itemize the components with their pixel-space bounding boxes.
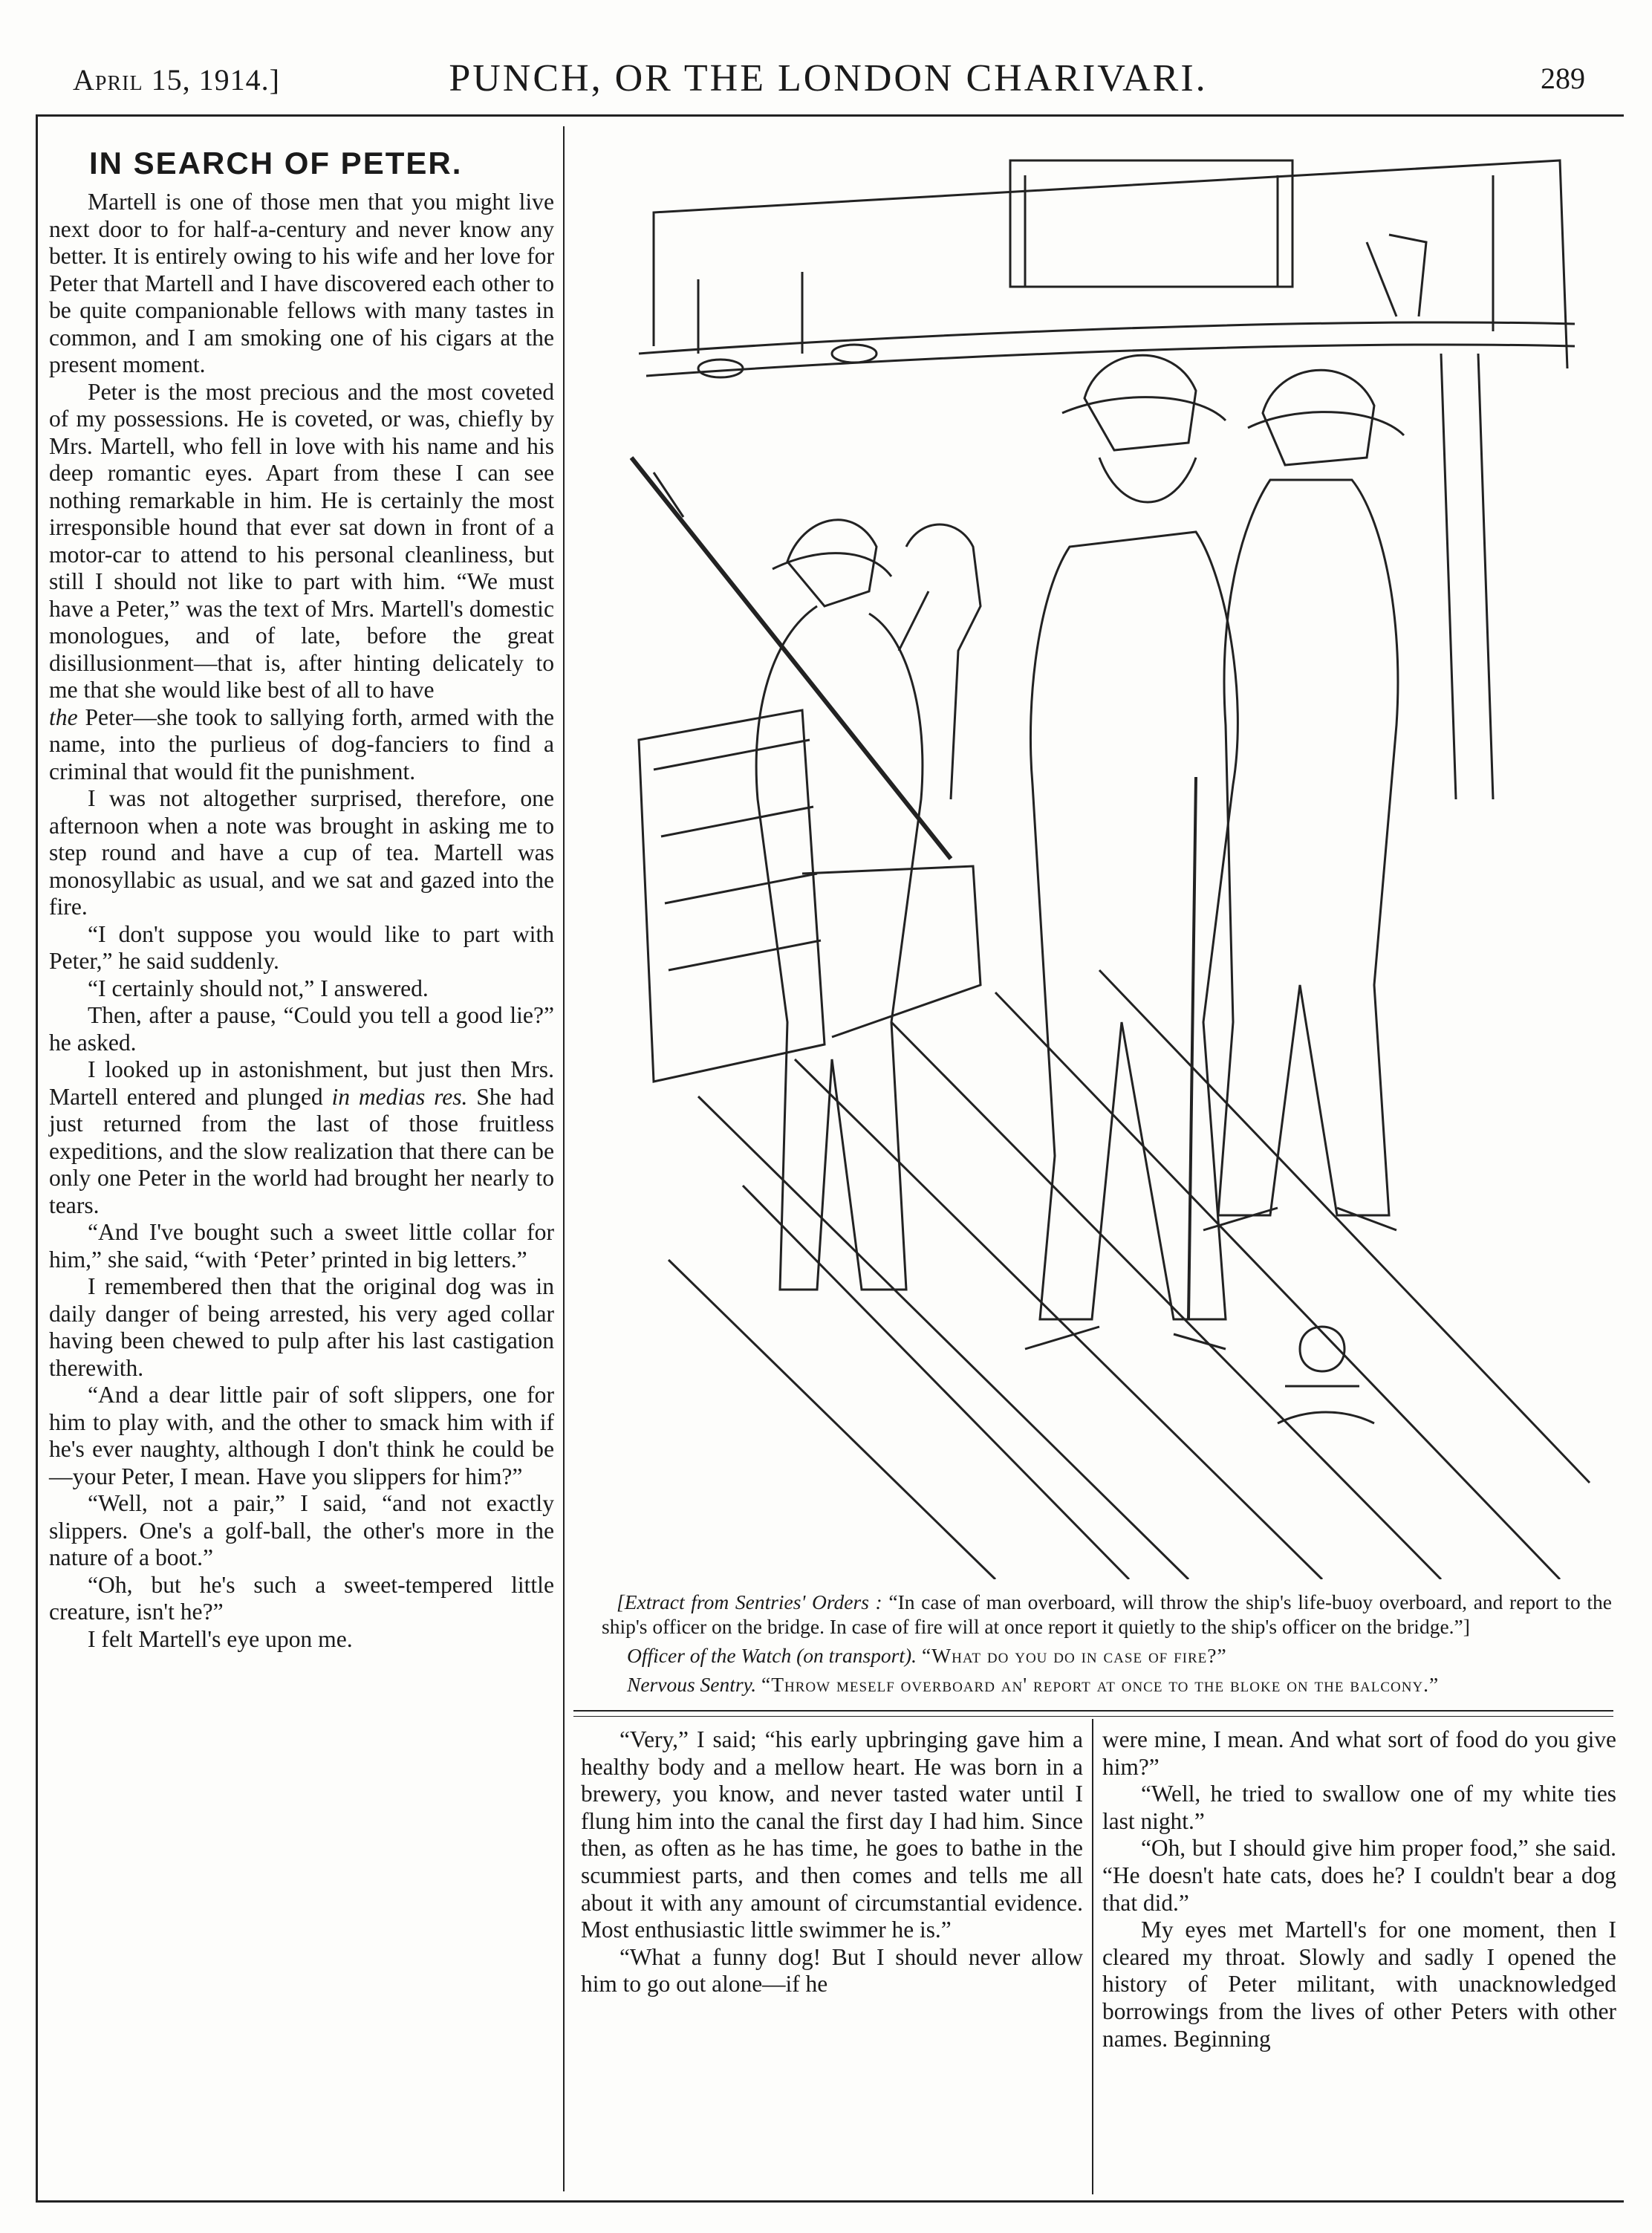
- caption-divider-thin: [573, 1716, 1613, 1717]
- cartoon-drawing: [609, 131, 1597, 1579]
- paragraph: Peter is the most precious and the most coveted of my possessions. He is coveted, or was, chiefly by Mrs. Martell, who fell in love with his name and his deep romantic eyes. Apart from these I can see nothing remarkable in him. He is certainly the most irresponsible hound that ever sat down in front of a motor-car to attend to his personal cleanliness, but still I should not like to part with him. “We must have a Peter,” was the text of Mrs. Martell's domestic monologues, and of late, before the great disillusionment—that is, after hinting delicately to me that she would like best of all to have: [49, 378, 554, 703]
- caption-extract: [Extract from Sentries' Orders : “In case of man overboard, will throw the ship's life-buoy overboard, and report to the ship's officer on the bridge. In case of fire will at once report it quietly to the ship's officer on the bridge.”]: [602, 1590, 1612, 1638]
- paragraph: “What a funny dog! But I should never allow him to go out alone—if he: [581, 1943, 1083, 1998]
- column-rule-left: [563, 126, 565, 2191]
- italic-latin: in medias res.: [331, 1083, 468, 1110]
- article-column-middle: [581, 1726, 1083, 1998]
- paragraph: “And I've bought such a sweet little collar for him,” she said, “with ‘Peter’ printed in big letters.”: [49, 1219, 554, 1272]
- paragraph: “And a dear little pair of soft slippers, one for him to play with, and the other to smack him with if he's ever naughty, although I don't think he could be—your Peter, I mean. Have you slippers for him?”: [49, 1382, 554, 1489]
- article-column-left: [49, 146, 554, 1653]
- issue-date: April 15, 1914.]: [73, 63, 280, 97]
- article-title: IN SEARCH OF PETER.: [89, 146, 463, 181]
- paragraph: “Oh, but I should give him proper food,” she said. “He doesn't hate cats, does he? I couldn't bear a dog that did.”: [1102, 1835, 1616, 1916]
- caption-divider: [573, 1710, 1613, 1712]
- publication-title: PUNCH, OR THE LONDON CHARIVARI.: [449, 57, 1208, 100]
- caption-dialog-sentry: Nervous Sentry. “Throw meself overboard an' report at once to the bloke on the balcony.”: [627, 1673, 1440, 1696]
- masthead: [37, 52, 1619, 111]
- left-frame-rule: [36, 114, 38, 2202]
- header-rule: [37, 114, 1624, 117]
- paragraph: I was not altogether surprised, therefore, one afternoon when a note was brought in asking me to step round and have a cup of tea. Martell was monosyllabic as usual, and we sat and gazed into the fire.: [49, 785, 554, 920]
- caption-dialog-officer: Officer of the Watch (on transport). “What do you do in case of fire?”: [627, 1644, 1227, 1667]
- bridge-structure: [654, 160, 1567, 368]
- deckhouse: [1010, 160, 1292, 287]
- column-rule-right: [1092, 1719, 1093, 2194]
- paragraph: I remembered then that the original dog was in daily danger of being arrested, his very aged collar having been chewed to pulp after his last castigation therewith.: [49, 1273, 554, 1381]
- paragraph: “Well, not a pair,” I said, “and not exactly slippers. One's a golf-ball, the other's more in the nature of a boot.”: [49, 1490, 554, 1570]
- paragraph: Martell is one of those men that you might live next door to for half-a-century and never know any better. It is entirely owing to his wife and her love for Peter that Martell and I have discovered each other to be quite companionable fellows with many tastes in common, and I am smoking one of his cigars at the present moment.: [49, 189, 554, 377]
- paragraph: “I don't suppose you would like to part with Peter,” he said suddenly.: [49, 920, 554, 974]
- paragraph: were mine, I mean. And what sort of food do you give him?”: [1102, 1726, 1616, 1780]
- paragraph: “I certainly should not,” I answered.: [88, 975, 429, 1001]
- hatch-crate: [639, 710, 825, 1082]
- paragraph: My eyes met Martell's for one moment, then I cleared my throat. Slowly and sadly I opened the history of Peter militant, with unacknowledged borrowings from the lives of other Peters with other names. Beginning: [1102, 1917, 1616, 2052]
- bottom-frame-rule: [36, 2200, 1624, 2203]
- paragraph: Then, after a pause, “Could you tell a good lie?” he asked.: [49, 1002, 554, 1056]
- paragraph: “Well, he tried to swallow one of my white ties last night.”: [1102, 1781, 1616, 1834]
- life-buoy-fitting: [1278, 1327, 1374, 1423]
- cartoon-caption: [602, 1590, 1612, 1697]
- officer-figure: [1025, 355, 1238, 1349]
- page-number: 289: [1541, 62, 1585, 95]
- paragraph: the Peter—she took to sallying forth, armed with the name, into the purlieus of dog-fanciers to find a criminal that would fit the punishment.: [49, 703, 554, 784]
- paragraph: “Very,” I said; “his early upbringing gave him a healthy body and a mellow heart. He was born in a brewery, you know, and never tasted water until I flung him into the canal the first day I had him. Since then, as often as he has time, he goes to bathe in the scummiest parts, and then comes and tells me all about it with any amount of circumstantial evidence. Most enthusiastic little swimmer he is.”: [581, 1726, 1083, 1943]
- paragraph: I looked up in astonishment, but just then Mrs. Martell entered and plunged in medias res. She had just returned from the last of those fruitless expeditions, and the slow realization that there can be only one Peter in the world had brought her nearly to tears.: [49, 1056, 554, 1218]
- article-column-right: [1102, 1726, 1616, 2052]
- cartoon-illustration: [609, 131, 1597, 1579]
- italic-the: the: [49, 703, 78, 730]
- paragraph: I felt Martell's eye upon me.: [88, 1625, 353, 1652]
- background-sailor: [899, 524, 981, 799]
- paragraph: “Oh, but he's such a sweet-tempered little creature, isn't he?”: [49, 1571, 554, 1625]
- sergeant-figure: [1203, 370, 1404, 1230]
